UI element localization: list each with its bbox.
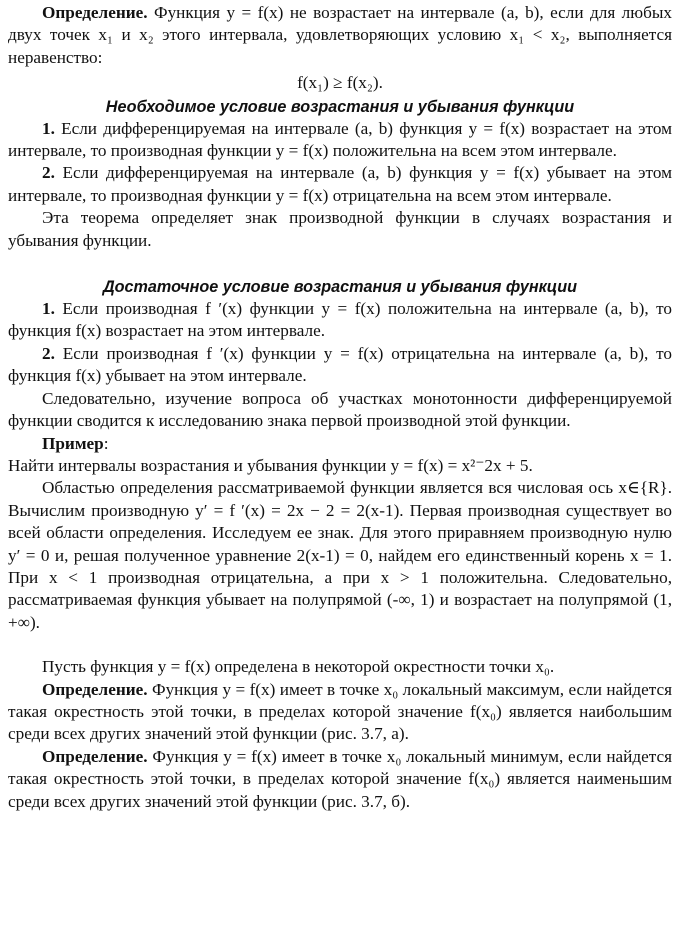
definition-local-minimum	[8, 746, 672, 813]
sufficient-condition-1	[8, 298, 672, 343]
bold-lead: Определение.	[42, 679, 148, 699]
paragraph-text: Если дифференцируемая на интервале (a, b) функция y = f(x) возрастает на этом интервале, то производная функции y = f(x) положительна на всем этом интервале.	[8, 118, 672, 161]
bold-lead: Определение.	[42, 746, 148, 766]
spacer	[8, 252, 672, 275]
theorem-remark	[8, 207, 672, 252]
bold-lead: 2.	[42, 163, 55, 183]
paragraph-text: Пусть функция y = f(x) определена в некоторой окрестности точки x₀.	[42, 657, 555, 677]
paragraph-text: Если производная f ′(x) функции y = f(x) отрицательна на интервале (a, b), то функция f(x) убывает на этом интервале.	[8, 343, 672, 386]
spacer	[8, 634, 672, 656]
paragraph-text: Функция y = f(x) имеет в точке x₀ локальный максимум, если найдется такая окрестность этой точки, в пределах которой значение f(x₀) является наибольшим среди всех других значений этой функции (рис. 3.7, а).	[8, 679, 672, 744]
paragraph-text: :	[103, 433, 109, 453]
bold-lead: 1.	[42, 299, 55, 319]
paragraph-text: Эта теорема определяет знак производной функции в случаях возрастания и убывания функции.	[8, 208, 672, 250]
heading-sufficient-condition: Достаточное условие возрастания и убывания функции	[102, 278, 578, 297]
necessary-condition-2	[8, 162, 672, 207]
paragraph-text: Следовательно, изучение вопроса об участках монотонности дифференцируемой функции сводится к исследованию знака первой производной этой функции.	[8, 388, 672, 431]
bold-lead: Пример	[42, 433, 104, 453]
example-solution	[8, 477, 672, 634]
paragraph-text: Областью определения рассматриваемой функции является вся числовая ось x∈{R}. Вычислим производную y′ = f ′(x) = 2x − 2 = 2(x-1). Первая производная существует во всей области определения. Исследуем ее знак. Для этого приравняем производную нулю y′ = 0 и, решая полученное уравнение 2(x-1) = 0, найдем его единственный корень x = 1. При x < 1 производная отрицательна, а при x > 1 положительна. Следовательно, рассматриваемая функция убывает на полупрямой (-∞, 1) и возрастает на полупрямой (1, +∞).	[8, 478, 672, 632]
paragraph-text: Если дифференцируемая на интервале (a, b) функция y = f(x) убывает на этом интервале, то производная функции y = f(x) отрицательна на всем этом интервале.	[8, 163, 672, 205]
example-task	[8, 455, 672, 477]
paragraph-text: Функция y = f(x) имеет в точке x₀ локальный минимум, если найдется такая окрестность этой точки, в пределах которой значение f(x₀) является наименьшим среди всех других значений этой функции (рис. 3.7, б).	[8, 746, 672, 811]
necessary-condition-1	[8, 118, 672, 163]
paragraph-text: Функция y = f(x) не возрастает на интервале (a, b), если для любых двух точек x₁ и x₂ этого интервала, удовлетворяющих условию x₁ < x₂, выполняется неравенство:	[8, 3, 672, 67]
definition-local-maximum	[8, 679, 672, 746]
example-label	[8, 433, 672, 455]
sufficient-condition-2	[8, 343, 672, 388]
local-extremum-intro	[8, 656, 672, 678]
definition-non-increasing	[8, 2, 672, 69]
bold-lead: 2.	[42, 343, 55, 363]
paragraph-text: Найти интервалы возрастания и убывания функции y = f(x) = x²⁻2x + 5.	[8, 455, 533, 475]
paragraph-text: Если производная f ′(x) функции y = f(x) положительна на интервале (a, b), то функция f(x) возрастает на этом интервале.	[8, 299, 672, 341]
bold-lead: Определение.	[42, 3, 148, 22]
inequality-formula: f(x₁) ≥ f(x₂).	[297, 73, 383, 93]
heading-necessary-condition: Необходимое условие возрастания и убывания функции	[105, 97, 575, 116]
bold-lead: 1.	[42, 118, 55, 138]
conclusion-paragraph	[8, 388, 672, 433]
